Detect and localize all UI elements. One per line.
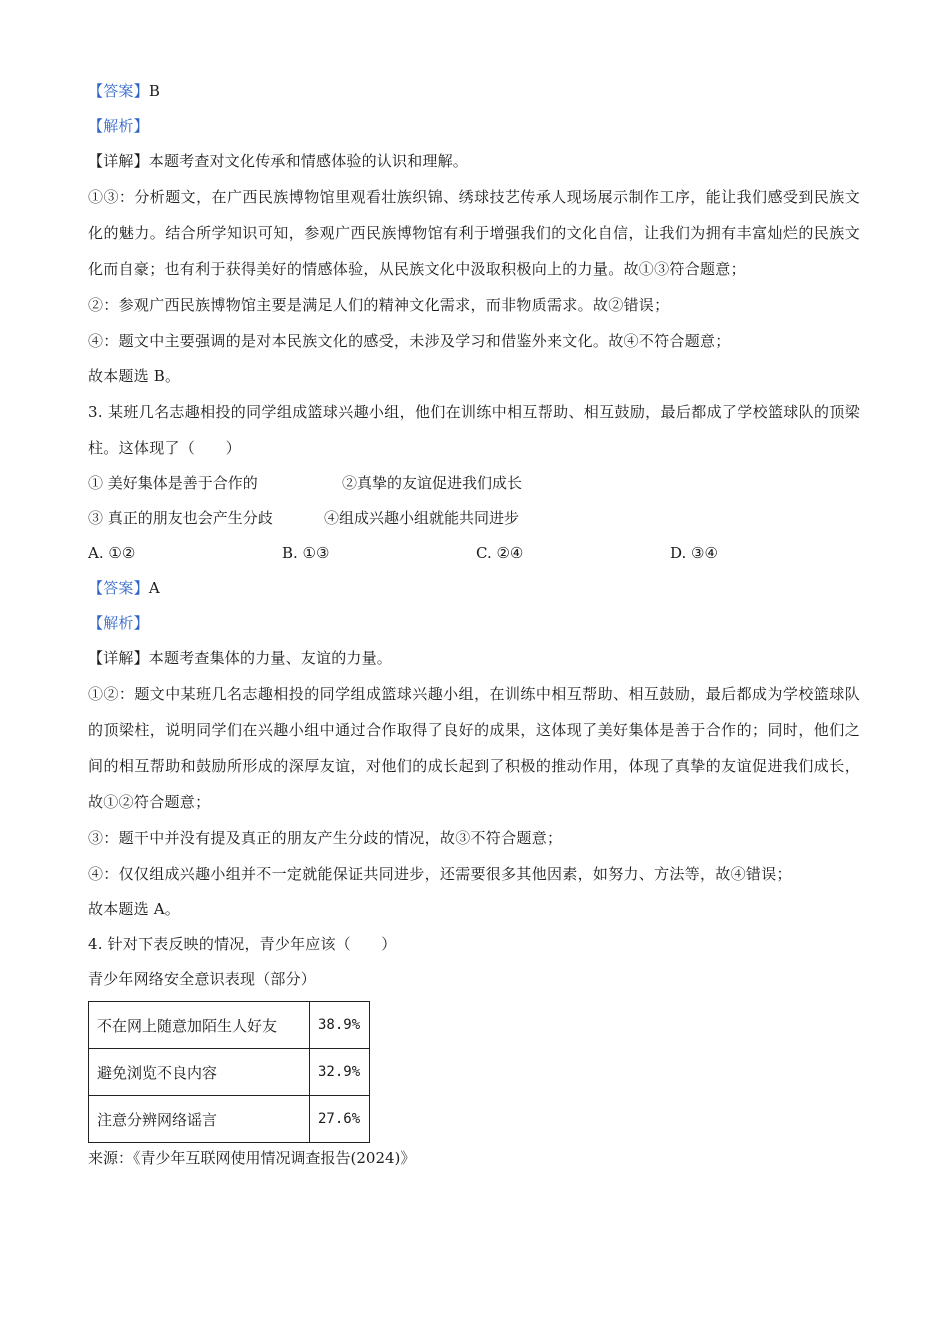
analysis-tag: 【解析】 [88,117,149,135]
answer-tag: 【答案】 [88,579,149,597]
choice-item: ④组成兴趣小组就能共同进步 [324,509,520,527]
analysis-tag: 【解析】 [88,614,149,632]
option-c: C. ②④ [476,544,524,562]
table-cell-item: 避免浏览不良内容 [89,1049,310,1096]
choice-row [88,466,860,501]
detail-line: 【详解】本题考查对文化传承和情感体验的认识和理解。 [88,152,469,170]
analysis-paragraph: ③：题干中并没有提及真正的朋友产生分歧的情况，故③不符合题意； [88,829,563,847]
detail-line: 【详解】本题考查集体的力量、友谊的力量。 [88,649,393,667]
table-row [89,1002,370,1049]
analysis-paragraph: ④：题文中主要强调的是对本民族文化的感受，未涉及学习和借鉴外来文化。故④不符合题意； [88,332,731,350]
question-stem: 4. 针对下表反映的情况，青少年应该（ ） [88,935,397,953]
table-row [89,1049,370,1096]
answer-tag: 【答案】 [88,82,149,100]
document-page [88,74,860,1173]
question-stem: 3. 某班几名志趣相投的同学组成篮球兴趣小组，他们在训练中相互帮助、相互鼓励，最后都成了学校篮球队的顶梁柱。这体现了（ ） [88,403,860,457]
table-source: 来源：《青少年互联网使用情况调查报告(2024)》 [88,1149,416,1167]
conclusion-line: 故本题选 B。 [88,367,181,385]
table-row [89,1096,370,1143]
table-cell-percent: 38.9% [310,1002,370,1049]
conclusion-line: 故本题选 A。 [88,900,181,918]
answer-value: A [148,579,160,597]
analysis-paragraph: ④：仅仅组成兴趣小组并不一定就能保证共同进步，还需要很多其他因素，如努力、方法等，故④错误； [88,865,792,883]
answer-line [88,571,860,606]
option-a: A. ①② [88,544,136,562]
table-cell-item: 注意分辨网络谣言 [89,1096,310,1143]
table-cell-percent: 27.6% [310,1096,370,1143]
answer-value: B [148,82,161,100]
analysis-paragraph: ②：参观广西民族博物馆主要是满足人们的精神文化需求，而非物质需求。故②错误； [88,296,670,314]
choice-item: ②真挚的友谊促进我们成长 [342,474,523,492]
analysis-paragraph: ①②：题文中某班几名志趣相投的同学组成篮球兴趣小组，在训练中相互帮助、相互鼓励，最后都成为学校篮球队的顶梁柱，说明同学们在兴趣小组中通过合作取得了良好的成果，这体现了美好集体是善于合作的；同时，他们之间的相互帮助和鼓励所形成的深厚友谊，对他们的成长起到了积极的推动作用，体现了真挚的友谊促进我们成长，故①②符合题意； [88,685,860,811]
choice-item: ③ 真正的朋友也会产生分歧 [88,509,273,527]
choice-item: ① 美好集体是善于合作的 [88,474,258,492]
table-cell-item: 不在网上随意加陌生人好友 [89,1002,310,1049]
option-b: B. ①③ [282,544,330,562]
analysis-paragraph: ①③：分析题文，在广西民族博物馆里观看壮族织锦、绣球技艺传承人现场展示制作工序，能让我们感受到民族文化的魅力。结合所学知识可知，参观广西民族博物馆有利于增强我们的文化自信，让我们为拥有丰富灿烂的民族文化而自豪；也有利于获得美好的情感体验，从民族文化中汲取积极向上的力量。故①③符合题意； [88,188,860,278]
choice-row [88,501,860,536]
option-d: D. ③④ [670,544,718,562]
table-cell-percent: 32.9% [310,1049,370,1096]
table-title: 青少年网络安全意识表现（部分） [88,970,317,988]
survey-table [88,1001,370,1143]
answer-line [88,74,860,109]
options-row [88,536,860,571]
